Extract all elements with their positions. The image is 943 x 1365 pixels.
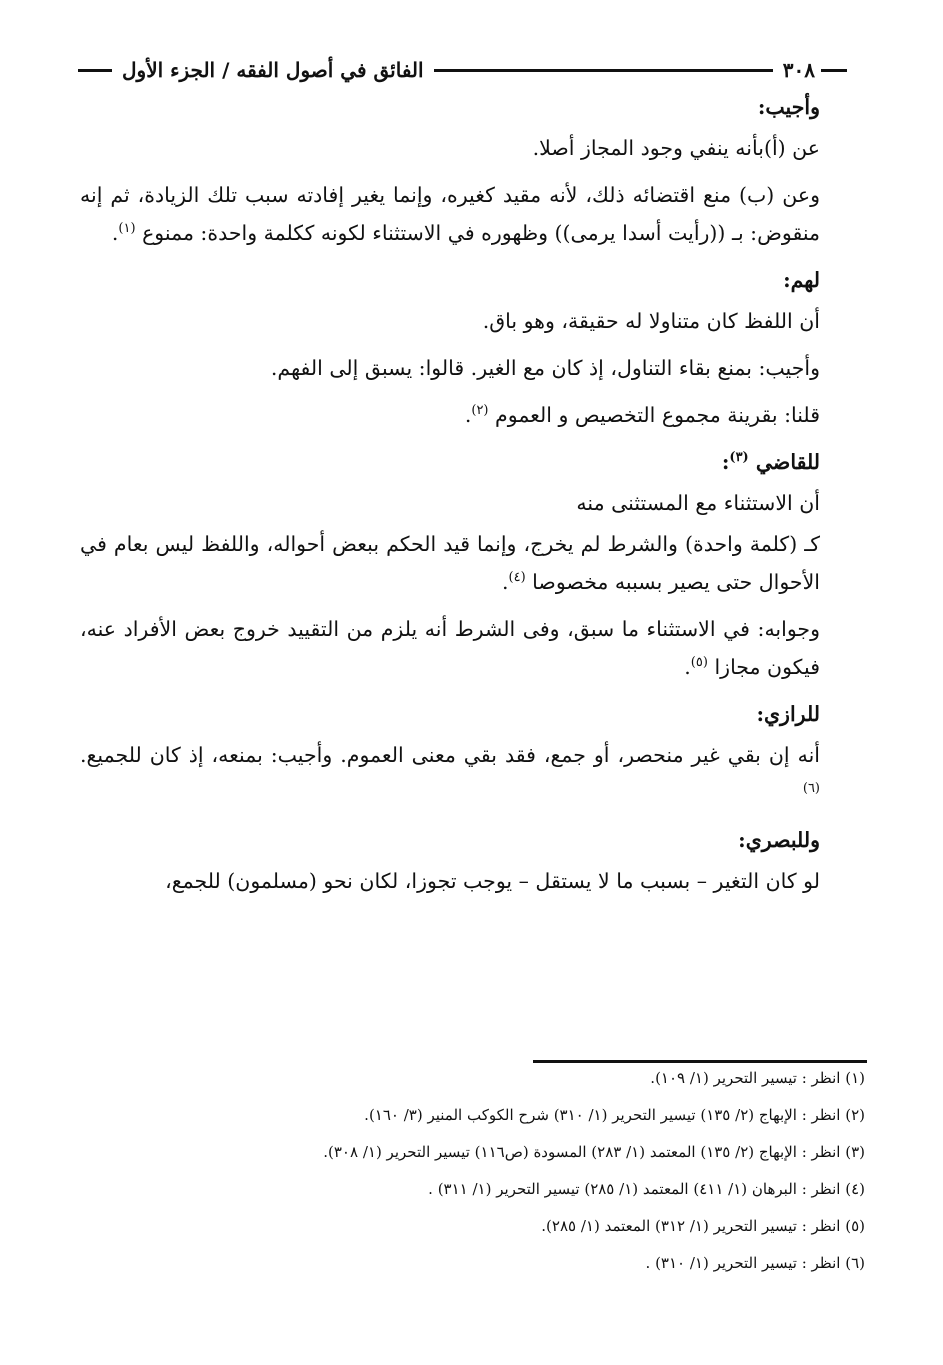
punctuation: . [501, 570, 509, 594]
paragraph [80, 821, 820, 859]
paragraph [80, 302, 820, 340]
paragraph-text: أن اللفظ كان متناولا له حقيقة، وهو باق. [482, 309, 820, 333]
paragraph [80, 484, 820, 522]
paragraph-text: لو كان التغير – بسبب ما لا يستقل – يوجب تجوزا، لكان نحو (مسلمون) للجمع، [165, 869, 820, 893]
paragraph-text: كـ (كلمة واحدة) والشرط لم يخرج، وإنما قيد الحكم ببعض أحواله، واللفظ ليس بعام في الأحوال حتى يصير بسببه مخصوصا [80, 532, 820, 594]
paragraph-text: للقاضي [755, 450, 820, 474]
paragraph [80, 129, 820, 167]
paragraph-text: قلنا: بقرينة مجموع التخصيص و العموم [495, 403, 820, 427]
header-rule [78, 69, 112, 72]
paragraph [80, 349, 820, 387]
footnotes [105, 1066, 865, 1288]
paragraph [80, 176, 820, 252]
footnote: (٤) انظر : البرهان (١/ ٤١١) المعتمد (١/ ٢٨٥) تيسير التحرير (١/ ٣١١) . [428, 1180, 865, 1198]
footnote: (١) انظر : تيسير التحرير (١/ ١٠٩). [650, 1069, 865, 1087]
paragraph [80, 443, 820, 481]
paragraph-text: عن (أ)بأنه ينفي وجود المجاز أصلا. [532, 136, 820, 160]
header-rule [821, 69, 847, 72]
punctuation: : [721, 450, 730, 474]
footnote-ref: (٤) [508, 570, 526, 586]
paragraph [80, 862, 820, 900]
footnote-ref: (٢) [471, 403, 489, 419]
punctuation: . [684, 655, 691, 679]
paragraph-text: وعن (ب) منع اقتضائه ذلك، لأنه مقيد كغيره، وإنما يغير إفادته سبب تلك الزيادة، ثم إنه منقوض: بـ ((رأيت أسدا يرمى)) وظهوره في الاستثناء لكونه ككلمة واحدة: ممنوع [80, 183, 820, 245]
paragraph-text: وأجيب: بمنع بقاء التناول، إذ كان مع الغير. قالوا: يسبق إلى الفهم. [270, 356, 820, 380]
paragraph [80, 525, 820, 601]
header-rule [434, 69, 773, 72]
footnote-separator [533, 1060, 867, 1063]
paragraph-text: أنه إن بقي غير منحصر، أو جمع، فقد بقي معنى العموم. وأجيب: بمنعه، إذ كان للجميع. [80, 743, 820, 767]
main-text [80, 88, 820, 909]
paragraph [80, 88, 820, 126]
paragraph [80, 610, 820, 686]
paragraph [80, 396, 820, 434]
paragraph-text: أن الاستثناء مع المستثنى منه [576, 491, 820, 515]
paragraph-text: لهم: [783, 268, 820, 292]
paragraph-text: وأجيب: [757, 95, 820, 119]
page-number: ٣٠٨ [782, 58, 815, 82]
footnote: (٦) انظر : تيسير التحرير (١/ ٣١٠) . [645, 1254, 865, 1272]
footnote-ref: (٣) [729, 450, 749, 466]
footnote: (٣) انظر : الإبهاج (٢/ ١٣٥) المعتمد (١/ ٢٨٣) المسودة (ص١١٦) تيسير التحرير (١/ ٣٠٨). [323, 1143, 865, 1161]
paragraph [80, 261, 820, 299]
footnote: (٥) انظر : تيسير التحرير (١/ ٣١٢) المعتمد (١/ ٢٨٥). [541, 1217, 865, 1235]
punctuation: . [464, 403, 472, 427]
paragraph-text: للرازي: [756, 702, 820, 726]
paragraph-text: وجوابه: في الاستثناء ما سبق، وفى الشرط أنه يلزم من التقييد خروج بعض الأفراد عنه، فيكون مجازا [80, 617, 820, 679]
book-title: الفائق في أصول الفقه / الجزء الأول [122, 58, 424, 82]
paragraph [80, 736, 820, 812]
footnote-ref: (٥) [690, 655, 708, 671]
paragraph-text: وللبصري: [738, 828, 820, 852]
punctuation: . [111, 221, 119, 245]
running-header [78, 50, 853, 90]
footnote-ref: (٦) [802, 781, 820, 797]
footnote-ref: (١) [118, 221, 136, 237]
footnote: (٢) انظر : الإبهاج (٢/ ١٣٥) تيسير التحرير (١/ ٣١٠) شرح الكوكب المنير (٣/ ١٦٠). [364, 1106, 865, 1124]
paragraph [80, 695, 820, 733]
